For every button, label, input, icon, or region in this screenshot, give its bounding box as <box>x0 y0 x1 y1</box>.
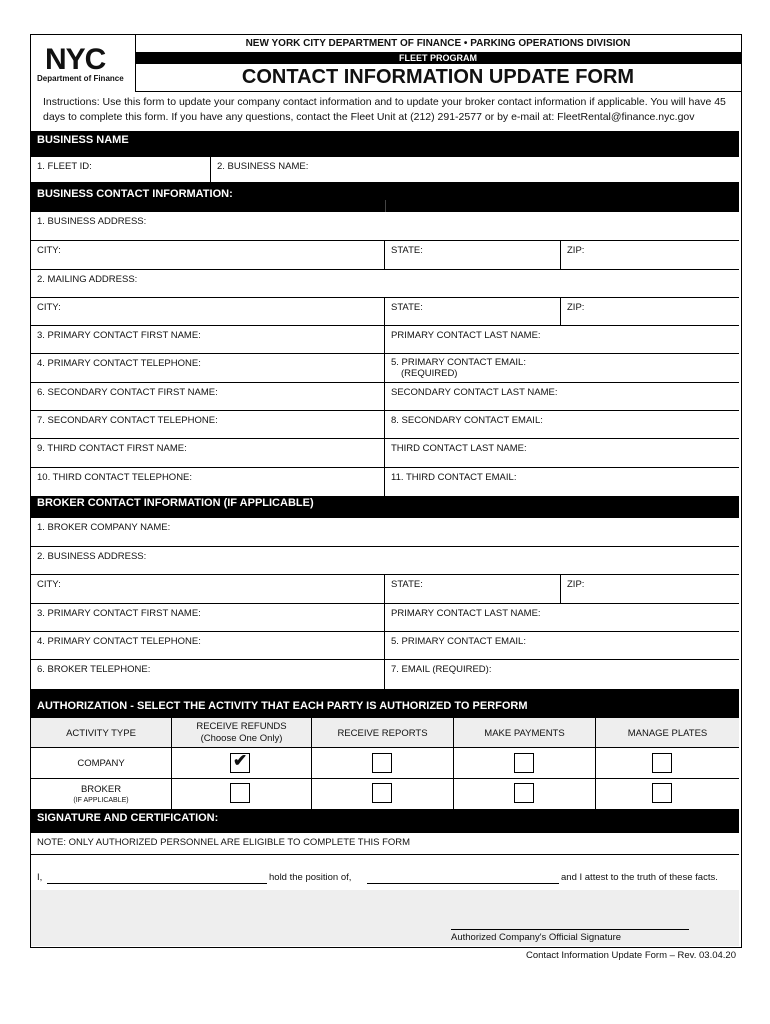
broker-refunds-checkbox[interactable] <box>230 783 250 803</box>
company-refunds-checkbox[interactable] <box>230 753 250 773</box>
broker-payments-cell <box>454 779 596 809</box>
footer-revision: Contact Information Update Form – Rev. 03.04.20 <box>526 950 736 961</box>
nyc-logo <box>31 35 136 91</box>
company-plates-cell <box>596 748 739 778</box>
header-bar-divider <box>385 200 739 212</box>
row-fleet-id <box>31 157 739 183</box>
broker-sub-label: (IF APPLICABLE) <box>73 797 129 804</box>
third-email-field[interactable]: 11. THIRD CONTACT EMAIL: <box>391 472 517 483</box>
col-refunds-label: RECEIVE REFUNDS <box>196 721 287 732</box>
mailing-state-field[interactable]: STATE: <box>385 298 561 325</box>
third-first-name-field[interactable]: 9. THIRD CONTACT FIRST NAME: <box>31 439 385 467</box>
mailing-address-field[interactable]: 2. MAILING ADDRESS: <box>37 274 138 285</box>
signature-label: Authorized Company's Official Signature <box>451 932 622 943</box>
broker-primary-email-field[interactable]: 5. PRIMARY CONTACT EMAIL: <box>391 636 526 647</box>
form-container <box>30 34 742 948</box>
required-label: (REQUIRED) <box>401 368 458 379</box>
signature-line[interactable] <box>451 929 689 930</box>
fleet-id-field[interactable]: 1. FLEET ID: <box>31 157 211 182</box>
auth-row-company <box>31 748 739 779</box>
broker-primary-first-field[interactable]: 3. PRIMARY CONTACT FIRST NAME: <box>31 604 385 631</box>
section-broker-contact: BROKER CONTACT INFORMATION (IF APPLICABLE) <box>31 496 739 518</box>
broker-reports-checkbox[interactable] <box>372 783 392 803</box>
company-reports-checkbox[interactable] <box>372 753 392 773</box>
company-plates-checkbox[interactable] <box>652 753 672 773</box>
section-business-contact: BUSINESS CONTACT INFORMATION: <box>31 183 739 212</box>
row-business-address <box>31 212 739 241</box>
mailing-city-field[interactable]: CITY: <box>31 298 385 325</box>
name-line[interactable] <box>47 883 267 884</box>
broker-primary-phone-field[interactable]: 4. PRIMARY CONTACT TELEPHONE: <box>31 632 385 659</box>
auth-row-broker <box>31 779 739 809</box>
primary-email-field[interactable] <box>385 354 739 382</box>
broker-address-field[interactable]: 2. BUSINESS ADDRESS: <box>37 551 147 562</box>
col-refunds-sub: (Choose One Only) <box>200 733 283 744</box>
section-business-name: BUSINESS NAME <box>31 131 739 157</box>
secondary-last-name-field[interactable]: SECONDARY CONTACT LAST NAME: <box>391 387 558 398</box>
note-text: NOTE: ONLY AUTHORIZED PERSONNEL ARE ELIGIBLE TO COMPLETE THIS FORM <box>37 837 411 848</box>
i-label: I, <box>37 872 43 883</box>
business-address-field[interactable]: 1. BUSINESS ADDRESS: <box>37 216 147 227</box>
row-primary-name <box>31 326 739 354</box>
logo-subtitle: Department of Finance <box>37 74 124 83</box>
primary-first-name-field[interactable]: 3. PRIMARY CONTACT FIRST NAME: <box>31 326 385 353</box>
broker-plates-cell <box>596 779 739 809</box>
check-mark-icon: ✔ <box>233 751 248 770</box>
company-refunds-cell <box>172 748 312 778</box>
row-broker-company <box>31 518 739 547</box>
mailing-zip-field[interactable]: ZIP: <box>567 302 585 313</box>
col-receive-reports: RECEIVE REPORTS <box>312 718 454 747</box>
instructions: Instructions: Use this form to update your company contact information and to update your broker contact information if applicable. You will have 45 days to complete this form. If you have any questions, contact the Fleet Unit at (212) 291-2577 or by e-mail at: FleetRental@finance.nyc.gov <box>43 96 726 123</box>
broker-payments-checkbox[interactable] <box>514 783 534 803</box>
row-note <box>31 833 739 855</box>
third-phone-field[interactable]: 10. THIRD CONTACT TELEPHONE: <box>31 468 385 496</box>
row-mailing-address <box>31 270 739 298</box>
company-payments-checkbox[interactable] <box>514 753 534 773</box>
col-receive-refunds <box>172 718 312 747</box>
row-broker-primary-phone <box>31 632 739 660</box>
broker-phone-field[interactable]: 6. BROKER TELEPHONE: <box>31 660 385 689</box>
broker-refunds-cell <box>172 779 312 809</box>
auth-header-row <box>31 718 739 748</box>
row-broker-label <box>31 779 172 809</box>
secondary-first-name-field[interactable]: 6. SECONDARY CONTACT FIRST NAME: <box>31 383 385 410</box>
section-authorization: AUTHORIZATION - SELECT THE ACTIVITY THAT EACH PARTY IS AUTHORIZED TO PERFORM <box>31 689 739 718</box>
third-last-name-field[interactable]: THIRD CONTACT LAST NAME: <box>391 443 527 454</box>
broker-label: BROKER <box>80 784 122 795</box>
secondary-phone-field[interactable]: 7. SECONDARY CONTACT TELEPHONE: <box>31 411 385 438</box>
section-signature: SIGNATURE AND CERTIFICATION: <box>31 809 739 833</box>
row-broker-primary-name <box>31 604 739 632</box>
department-title: NEW YORK CITY DEPARTMENT OF FINANCE • PARKING OPERATIONS DIVISION <box>245 38 631 49</box>
broker-primary-last-field[interactable]: PRIMARY CONTACT LAST NAME: <box>391 608 541 619</box>
broker-state-field[interactable]: STATE: <box>385 575 561 603</box>
row-secondary-phone <box>31 411 739 439</box>
company-payments-cell <box>454 748 596 778</box>
form-title: CONTACT INFORMATION UPDATE FORM <box>135 64 741 92</box>
broker-zip-field[interactable]: ZIP: <box>567 579 585 590</box>
col-manage-plates: MANAGE PLATES <box>627 728 708 739</box>
row-secondary-name <box>31 383 739 411</box>
secondary-email-field[interactable]: 8. SECONDARY CONTACT EMAIL: <box>391 415 543 426</box>
broker-email-field[interactable]: 7. EMAIL (REQUIRED): <box>391 664 492 675</box>
broker-city-field[interactable]: CITY: <box>31 575 385 603</box>
primary-email-label: 5. PRIMARY CONTACT EMAIL: <box>391 357 526 368</box>
row-mailing-city <box>31 298 739 326</box>
col-make-payments: MAKE PAYMENTS <box>454 718 596 747</box>
primary-phone-field[interactable]: 4. PRIMARY CONTACT TELEPHONE: <box>31 354 385 382</box>
hold-position-label: hold the position of, <box>269 872 352 883</box>
business-name-field[interactable]: 2. BUSINESS NAME: <box>217 161 309 172</box>
primary-last-name-field[interactable]: PRIMARY CONTACT LAST NAME: <box>391 330 541 341</box>
program-bar: FLEET PROGRAM <box>135 52 741 64</box>
company-reports-cell <box>312 748 454 778</box>
attest-label: and I attest to the truth of these facts. <box>561 872 718 883</box>
row-business-city <box>31 241 739 270</box>
row-third-phone <box>31 468 739 496</box>
state-field[interactable]: STATE: <box>385 241 561 269</box>
logo-text: NYC <box>45 43 106 76</box>
col-activity-type: ACTIVITY TYPE <box>31 718 172 747</box>
broker-reports-cell <box>312 779 454 809</box>
city-field[interactable]: CITY: <box>31 241 385 269</box>
signature-area <box>31 890 739 946</box>
row-company-label: COMPANY <box>31 748 172 778</box>
row-third-name <box>31 439 739 468</box>
broker-company-field[interactable]: 1. BROKER COMPANY NAME: <box>37 522 171 533</box>
row-broker-address <box>31 547 739 575</box>
row-broker-city <box>31 575 739 604</box>
zip-field[interactable]: ZIP: <box>567 245 585 256</box>
broker-plates-checkbox[interactable] <box>652 783 672 803</box>
position-line[interactable] <box>367 883 559 884</box>
row-broker-phone <box>31 660 739 689</box>
row-primary-phone <box>31 354 739 383</box>
